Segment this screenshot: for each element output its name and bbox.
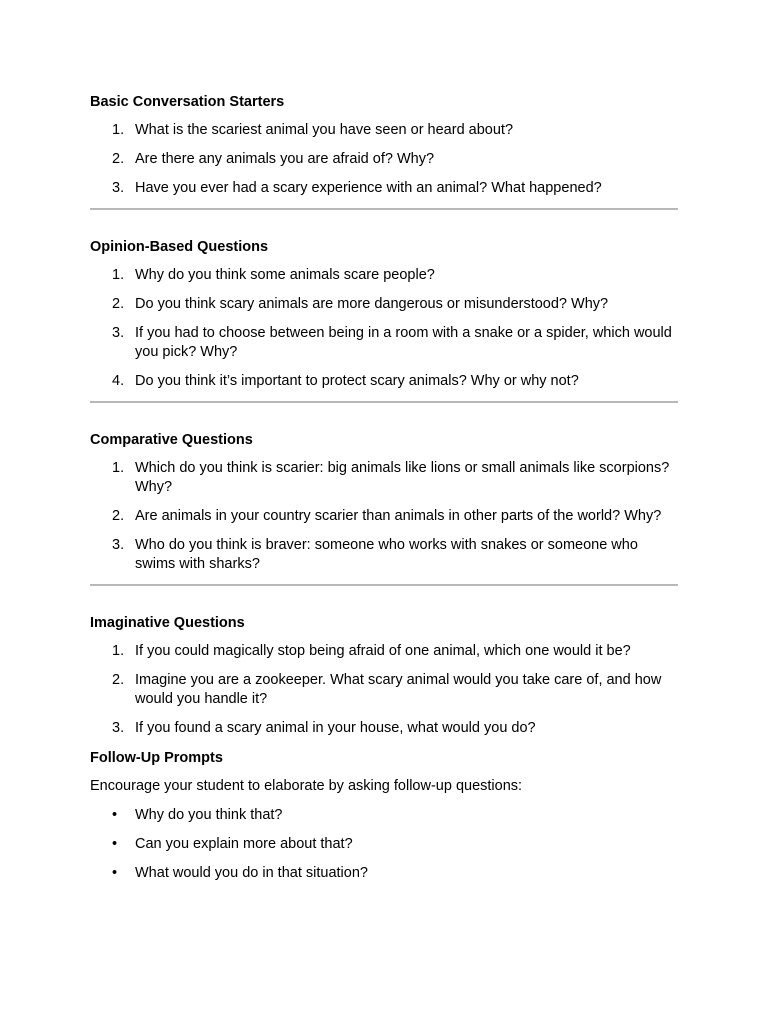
list-item — [90, 121, 678, 140]
list-item-text: Why do you think that? — [135, 807, 283, 823]
list-item-text: What would you do in that situation? — [135, 865, 368, 881]
list-item-text: What is the scariest animal you have seen or heard about? — [135, 122, 514, 138]
list-item-text: If you had to choose between being in a room with a snake or a spider, which would you pick? Why? — [135, 325, 672, 360]
list-item — [90, 864, 678, 883]
section-divider — [90, 401, 678, 403]
list-number: 2. — [112, 508, 125, 524]
bullet-icon: • — [112, 865, 118, 881]
list-number: 4. — [112, 373, 125, 389]
bulleted-list — [90, 806, 678, 883]
list-number: 1. — [112, 122, 125, 138]
section-imaginative-questions — [90, 613, 678, 738]
list-number: 2. — [112, 151, 125, 167]
section-divider — [90, 584, 678, 586]
numbered-list — [90, 121, 678, 198]
numbered-list — [90, 266, 678, 391]
document-page — [90, 92, 678, 893]
section-basic-conversation-starters — [90, 92, 678, 198]
list-item-text: Do you think it’s important to protect scary animals? Why or why not? — [135, 373, 579, 389]
section-heading: Opinion-Based Questions — [90, 239, 269, 255]
bullet-icon: • — [112, 836, 118, 852]
list-number: 1. — [112, 267, 125, 283]
list-item — [90, 179, 678, 198]
list-item — [90, 806, 678, 825]
section-heading: Basic Conversation Starters — [90, 94, 285, 110]
section-follow-up-prompts — [90, 748, 678, 883]
list-item-text: If you could magically stop being afraid of one animal, which one would it be? — [135, 643, 631, 659]
list-item-text: Do you think scary animals are more dangerous or misunderstood? Why? — [135, 296, 609, 312]
list-item-text: Which do you think is scarier: big animals like lions or small animals like scorpions? Why? — [135, 460, 670, 495]
list-item-text: If you found a scary animal in your house, what would you do? — [135, 720, 536, 736]
list-item — [90, 266, 678, 285]
list-item — [90, 324, 678, 362]
list-item — [90, 507, 678, 526]
list-item — [90, 671, 678, 709]
list-number: 3. — [112, 180, 125, 196]
list-number: 2. — [112, 296, 125, 312]
list-number: 1. — [112, 460, 125, 476]
list-item — [90, 719, 678, 738]
list-item — [90, 536, 678, 574]
intro-paragraph: Encourage your student to elaborate by asking follow-up questions: — [90, 778, 523, 794]
section-heading: Follow-Up Prompts — [90, 750, 223, 766]
list-item — [90, 372, 678, 391]
section-comparative-questions — [90, 430, 678, 574]
list-item-text: Can you explain more about that? — [135, 836, 353, 852]
list-number: 2. — [112, 672, 125, 688]
list-item-text: Have you ever had a scary experience with an animal? What happened? — [135, 180, 602, 196]
bullet-icon: • — [112, 807, 118, 823]
list-item — [90, 642, 678, 661]
list-item-text: Imagine you are a zookeeper. What scary animal would you take care of, and how would you handle it? — [135, 672, 662, 707]
list-number: 3. — [112, 720, 125, 736]
numbered-list — [90, 459, 678, 574]
list-item-text: Are there any animals you are afraid of? Why? — [135, 151, 435, 167]
section-heading: Comparative Questions — [90, 432, 253, 448]
section-opinion-based-questions — [90, 237, 678, 391]
list-item-text: Who do you think is braver: someone who works with snakes or someone who swims with sharks? — [135, 537, 638, 572]
section-divider — [90, 208, 678, 210]
numbered-list — [90, 642, 678, 738]
list-number: 1. — [112, 643, 125, 659]
list-item — [90, 150, 678, 169]
list-item-text: Are animals in your country scarier than animals in other parts of the world? Why? — [135, 508, 662, 524]
section-heading: Imaginative Questions — [90, 615, 245, 631]
list-item-text: Why do you think some animals scare people? — [135, 267, 435, 283]
list-item — [90, 459, 678, 497]
list-number: 3. — [112, 537, 125, 553]
list-number: 3. — [112, 325, 125, 341]
list-item — [90, 835, 678, 854]
list-item — [90, 295, 678, 314]
